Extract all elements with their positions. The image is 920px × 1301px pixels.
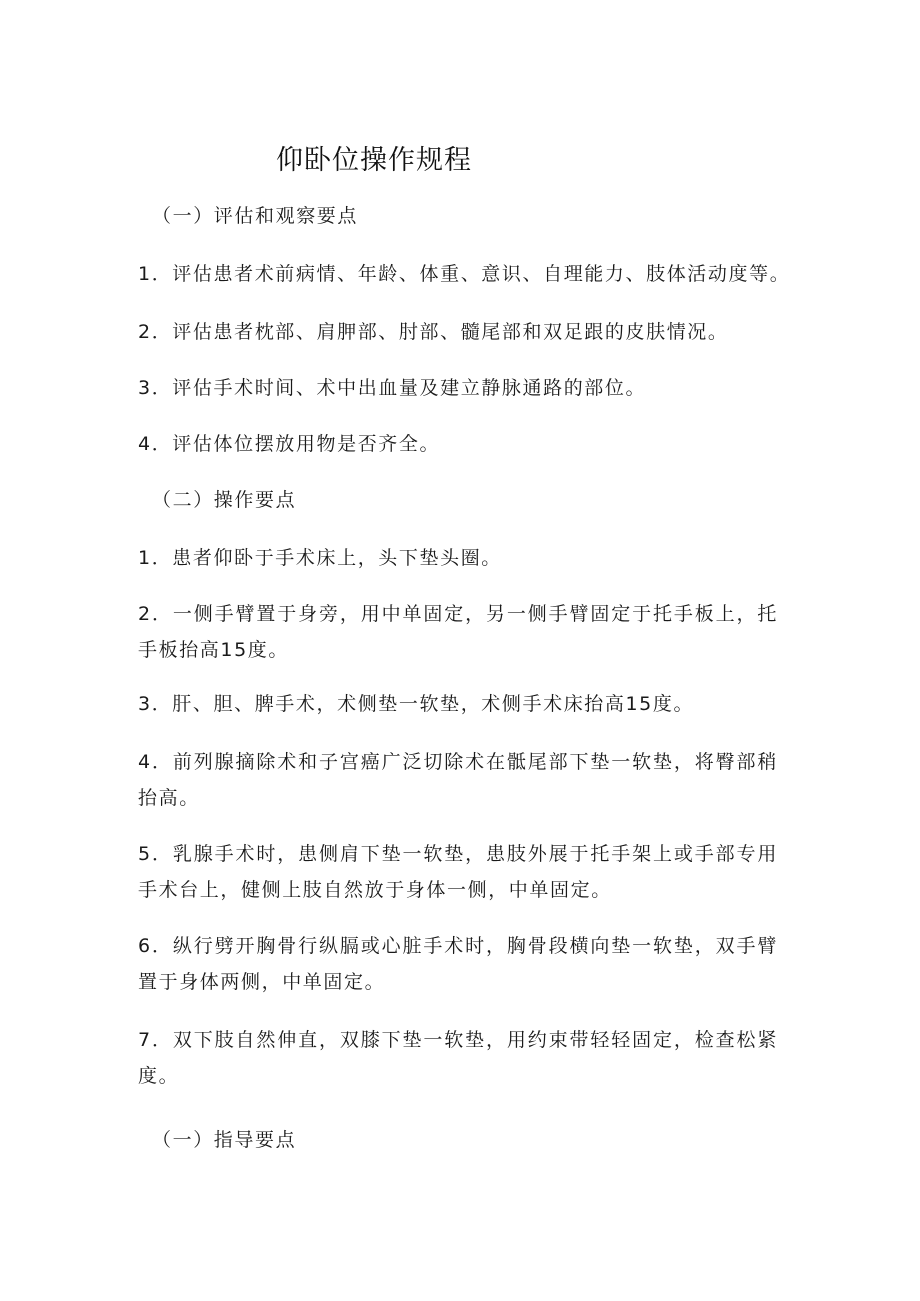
assess-item-3: 3．评估手术时间、术中出血量及建立静脉通路的部位。 xyxy=(138,377,647,399)
operation-item-1: 1．患者仰卧于手术床上，头下垫头圈。 xyxy=(138,547,502,569)
section-heading-guidance: （一）指导要点 xyxy=(152,1129,297,1151)
operation-item-2: 2．一侧手臂置于身旁，用中单固定，另一侧手臂固定于托手板上，托手板抬高15度。 xyxy=(138,603,778,661)
document-title: 仰卧位操作规程 xyxy=(276,145,472,176)
assess-item-1: 1．评估患者术前病情、年龄、体重、意识、自理能力、肢体活动度等。 xyxy=(138,263,791,285)
assess-item-2: 2．评估患者枕部、肩胛部、肘部、髓尾部和双足跟的皮肤情况。 xyxy=(138,321,729,343)
operation-item-5: 5．乳腺手术时，患侧肩下垫一软垫，患肢外展于托手架上或手部专用手术台上，健侧上肢自然放于身体一侧，中单固定。 xyxy=(138,843,778,901)
section-heading-assessment: （一）评估和观察要点 xyxy=(152,205,359,227)
operation-item-3: 3．肝、胆、脾手术，术侧垫一软垫，术侧手术床抬高15度。 xyxy=(138,693,695,715)
assess-item-4: 4．评估体位摆放用物是否齐全。 xyxy=(138,433,441,455)
operation-item-6: 6．纵行劈开胸骨行纵膈或心脏手术时，胸骨段横向垫一软垫，双手臂置于身体两侧，中单固定。 xyxy=(138,935,778,993)
section-heading-operation: （二）操作要点 xyxy=(152,489,297,511)
operation-item-7: 7．双下肢自然伸直，双膝下垫一软垫，用约束带轻轻固定，检查松紧度。 xyxy=(138,1029,778,1087)
operation-item-4: 4．前列腺摘除术和子宫癌广泛切除术在骶尾部下垫一软垫，将臀部稍抬高。 xyxy=(138,751,778,809)
